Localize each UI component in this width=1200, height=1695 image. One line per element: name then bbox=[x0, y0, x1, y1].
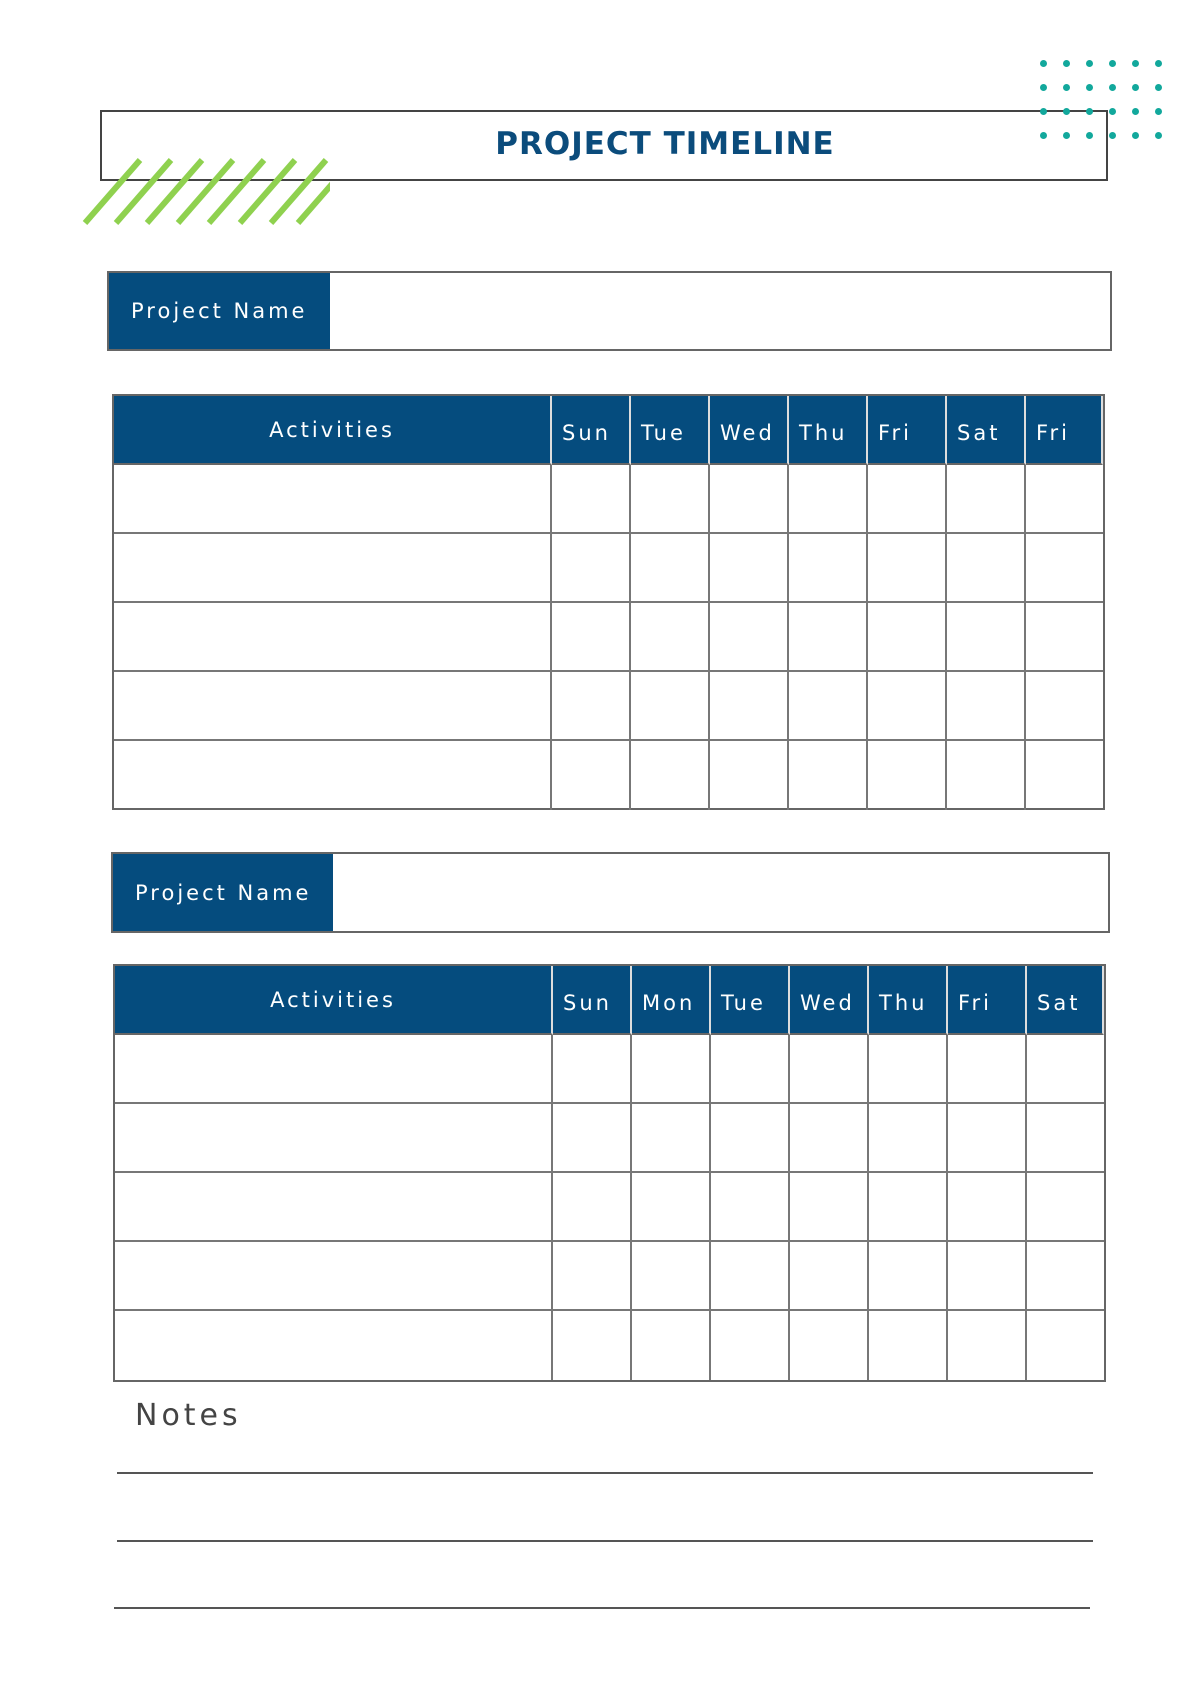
timeline-table-1 bbox=[112, 394, 1105, 810]
activities-header: Activities bbox=[115, 966, 553, 1035]
day-header: Sun bbox=[553, 966, 632, 1035]
day-cell[interactable] bbox=[1026, 672, 1103, 741]
table-row bbox=[115, 1104, 1104, 1173]
project-name-label: Project Name bbox=[109, 273, 330, 349]
day-cell[interactable] bbox=[553, 1104, 632, 1173]
day-cell[interactable] bbox=[948, 1311, 1027, 1380]
notes-line[interactable] bbox=[114, 1607, 1090, 1609]
project-name-field-2[interactable] bbox=[111, 852, 1110, 933]
stripe bbox=[240, 160, 295, 223]
day-cell[interactable] bbox=[948, 1035, 1027, 1104]
day-cell[interactable] bbox=[553, 1173, 632, 1242]
stripe bbox=[209, 160, 264, 223]
dot bbox=[1086, 132, 1093, 139]
dot bbox=[1063, 108, 1070, 115]
day-cell[interactable] bbox=[789, 534, 868, 603]
day-cell[interactable] bbox=[789, 603, 868, 672]
day-cell[interactable] bbox=[790, 1242, 869, 1311]
day-cell[interactable] bbox=[947, 741, 1026, 810]
table-header-row bbox=[114, 396, 1103, 465]
day-cell[interactable] bbox=[1027, 1104, 1104, 1173]
notes-label: Notes bbox=[135, 1398, 242, 1433]
day-cell[interactable] bbox=[789, 465, 868, 534]
day-cell[interactable] bbox=[552, 672, 631, 741]
day-cell[interactable] bbox=[711, 1035, 790, 1104]
day-header: Fri bbox=[948, 966, 1027, 1035]
day-header: Thu bbox=[869, 966, 948, 1035]
day-cell[interactable] bbox=[632, 1035, 711, 1104]
day-cell[interactable] bbox=[947, 465, 1026, 534]
day-cell[interactable] bbox=[948, 1242, 1027, 1311]
day-cell[interactable] bbox=[869, 1242, 948, 1311]
day-cell[interactable] bbox=[711, 1104, 790, 1173]
dot bbox=[1155, 132, 1162, 139]
day-cell[interactable] bbox=[869, 1035, 948, 1104]
day-cell[interactable] bbox=[1026, 603, 1103, 672]
project-name-field-1[interactable] bbox=[107, 271, 1112, 351]
day-cell[interactable] bbox=[947, 534, 1026, 603]
day-cell[interactable] bbox=[869, 1311, 948, 1380]
day-cell[interactable] bbox=[631, 534, 710, 603]
day-cell[interactable] bbox=[790, 1035, 869, 1104]
day-cell[interactable] bbox=[789, 741, 868, 810]
day-cell[interactable] bbox=[868, 741, 947, 810]
table-row bbox=[114, 603, 1103, 672]
activity-cell[interactable] bbox=[115, 1104, 553, 1173]
dot bbox=[1155, 60, 1162, 67]
day-cell[interactable] bbox=[710, 741, 789, 810]
day-cell[interactable] bbox=[631, 741, 710, 810]
dot bbox=[1040, 84, 1047, 91]
timeline-table-2 bbox=[113, 964, 1106, 1382]
day-header: Mon bbox=[632, 966, 711, 1035]
dot bbox=[1109, 108, 1116, 115]
day-header: Tue bbox=[631, 396, 710, 465]
day-cell[interactable] bbox=[552, 534, 631, 603]
day-cell[interactable] bbox=[631, 603, 710, 672]
day-header: Tue bbox=[711, 966, 790, 1035]
dot bbox=[1086, 60, 1093, 67]
day-cell[interactable] bbox=[711, 1311, 790, 1380]
activity-cell[interactable] bbox=[115, 1035, 553, 1104]
day-cell[interactable] bbox=[948, 1104, 1027, 1173]
day-cell[interactable] bbox=[631, 672, 710, 741]
day-cell[interactable] bbox=[710, 465, 789, 534]
dot bbox=[1086, 108, 1093, 115]
activity-cell[interactable] bbox=[114, 603, 552, 672]
day-cell[interactable] bbox=[948, 1173, 1027, 1242]
stripe bbox=[271, 160, 326, 223]
day-cell[interactable] bbox=[711, 1242, 790, 1311]
day-cell[interactable] bbox=[710, 672, 789, 741]
activity-cell[interactable] bbox=[115, 1242, 553, 1311]
day-header: Wed bbox=[710, 396, 789, 465]
day-cell[interactable] bbox=[789, 672, 868, 741]
activity-cell[interactable] bbox=[115, 1311, 553, 1380]
day-header: Sat bbox=[947, 396, 1026, 465]
dot bbox=[1063, 84, 1070, 91]
day-cell[interactable] bbox=[710, 534, 789, 603]
table-row bbox=[114, 534, 1103, 603]
dot bbox=[1040, 108, 1047, 115]
dot bbox=[1086, 84, 1093, 91]
day-cell[interactable] bbox=[1026, 741, 1103, 810]
day-cell[interactable] bbox=[790, 1173, 869, 1242]
table-row bbox=[114, 465, 1103, 534]
day-header: Wed bbox=[790, 966, 869, 1035]
dot bbox=[1132, 132, 1139, 139]
dot bbox=[1040, 60, 1047, 67]
day-cell[interactable] bbox=[790, 1311, 869, 1380]
notes-line[interactable] bbox=[117, 1540, 1093, 1542]
dot bbox=[1040, 132, 1047, 139]
day-cell[interactable] bbox=[1026, 465, 1103, 534]
stripe bbox=[147, 160, 202, 223]
day-cell[interactable] bbox=[552, 603, 631, 672]
day-cell[interactable] bbox=[947, 672, 1026, 741]
activity-cell[interactable] bbox=[114, 465, 552, 534]
day-cell[interactable] bbox=[553, 1311, 632, 1380]
day-cell[interactable] bbox=[947, 603, 1026, 672]
day-cell[interactable] bbox=[552, 741, 631, 810]
green-stripes-decoration bbox=[80, 155, 330, 230]
day-cell[interactable] bbox=[1027, 1173, 1104, 1242]
day-header: Sat bbox=[1027, 966, 1104, 1035]
day-cell[interactable] bbox=[1027, 1035, 1104, 1104]
day-header: Fri bbox=[868, 396, 947, 465]
dot bbox=[1109, 60, 1116, 67]
dot-grid-decoration bbox=[1040, 60, 1178, 156]
day-cell[interactable] bbox=[632, 1173, 711, 1242]
day-cell[interactable] bbox=[711, 1173, 790, 1242]
day-header: Sun bbox=[552, 396, 631, 465]
dot bbox=[1109, 84, 1116, 91]
dot bbox=[1109, 132, 1116, 139]
day-cell[interactable] bbox=[869, 1173, 948, 1242]
activity-cell[interactable] bbox=[114, 672, 552, 741]
day-header: Fri bbox=[1026, 396, 1103, 465]
day-header: Thu bbox=[789, 396, 868, 465]
stripe bbox=[178, 160, 233, 223]
day-cell[interactable] bbox=[553, 1242, 632, 1311]
table-header-row bbox=[115, 966, 1104, 1035]
dot bbox=[1063, 132, 1070, 139]
stripe bbox=[85, 160, 140, 223]
dot bbox=[1155, 84, 1162, 91]
dot bbox=[1132, 60, 1139, 67]
day-cell[interactable] bbox=[1027, 1311, 1104, 1380]
day-cell[interactable] bbox=[710, 603, 789, 672]
day-cell[interactable] bbox=[868, 534, 947, 603]
notes-line[interactable] bbox=[117, 1472, 1093, 1474]
day-cell[interactable] bbox=[631, 465, 710, 534]
dot bbox=[1132, 84, 1139, 91]
day-cell[interactable] bbox=[790, 1104, 869, 1173]
table-row bbox=[115, 1173, 1104, 1242]
activity-cell[interactable] bbox=[114, 534, 552, 603]
activity-cell[interactable] bbox=[115, 1173, 553, 1242]
day-cell[interactable] bbox=[632, 1242, 711, 1311]
project-name-label: Project Name bbox=[113, 854, 333, 931]
page-title: PROJECT TIMELINE bbox=[495, 126, 835, 162]
dot bbox=[1063, 60, 1070, 67]
activities-header: Activities bbox=[114, 396, 552, 465]
dot bbox=[1132, 108, 1139, 115]
day-cell[interactable] bbox=[632, 1311, 711, 1380]
stripe bbox=[116, 160, 171, 223]
table-row bbox=[115, 1242, 1104, 1311]
day-cell[interactable] bbox=[632, 1104, 711, 1173]
day-cell[interactable] bbox=[552, 465, 631, 534]
day-cell[interactable] bbox=[868, 465, 947, 534]
day-cell[interactable] bbox=[868, 672, 947, 741]
table-row bbox=[115, 1311, 1104, 1380]
table-row bbox=[115, 1035, 1104, 1104]
day-cell[interactable] bbox=[868, 603, 947, 672]
day-cell[interactable] bbox=[553, 1035, 632, 1104]
day-cell[interactable] bbox=[1026, 534, 1103, 603]
dot bbox=[1155, 108, 1162, 115]
day-cell[interactable] bbox=[1027, 1242, 1104, 1311]
activity-cell[interactable] bbox=[114, 741, 552, 810]
table-row bbox=[114, 672, 1103, 741]
table-row bbox=[114, 741, 1103, 810]
day-cell[interactable] bbox=[869, 1104, 948, 1173]
